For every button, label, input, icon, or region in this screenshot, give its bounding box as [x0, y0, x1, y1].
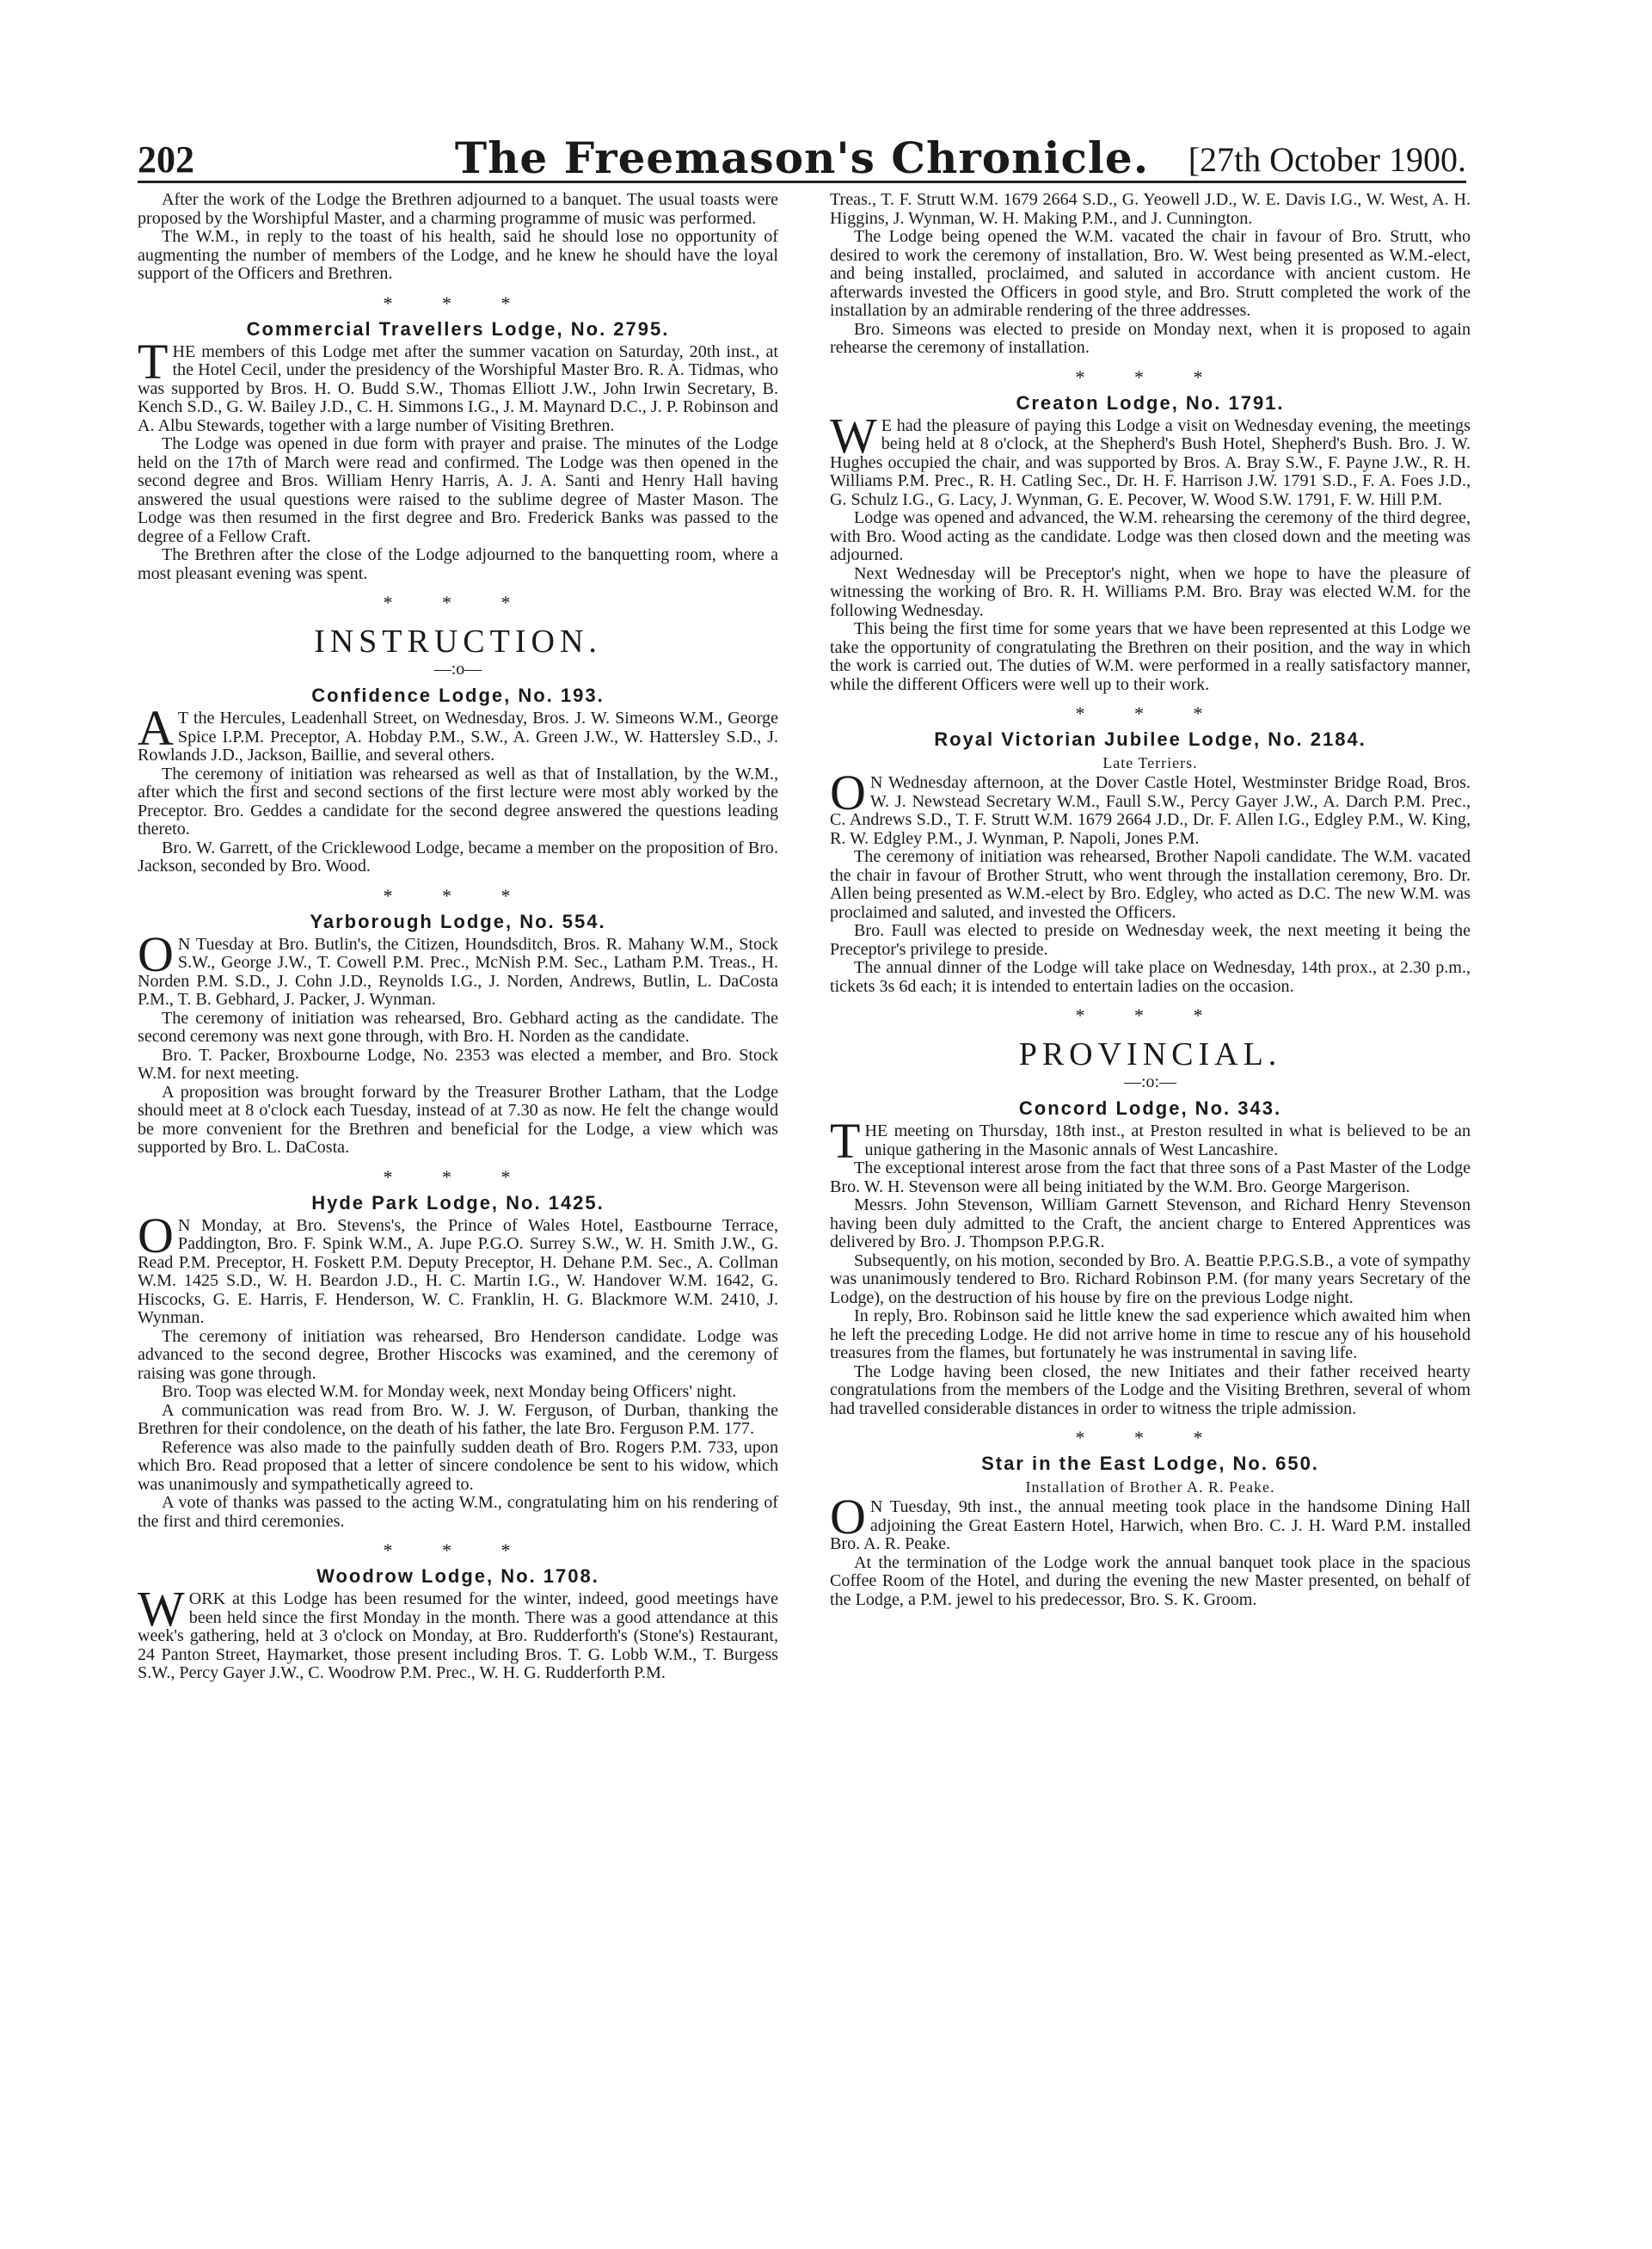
- article-heading: Woodrow Lodge, No. 1708.: [316, 1565, 599, 1587]
- paragraph: Bro. Simeons was elected to preside on Monday next, when it is proposed to again rehearse the ceremony of installation.: [830, 319, 1471, 357]
- drop-cap: O: [830, 765, 866, 820]
- lead-paragraph: W E had the pleasure of paying this Lodge a visit on Wednesday evening, the meetings being held at 8 o'clock, at the Shepherd's Bush Hotel, Shepherd's Bush. Bro. J. W. Hughes occupied the chair, and was supported by Bros. A. Bray S.W., F. Payne J.W., R. H. Williams P.M. Prec., R. H. Catling Sec., Dr. H. F. Harrison J.W. 1791 S.D., F. A. Foes J.D., G. Schulz I.G., G. Lacy, J. Wynman, G. E. Pecover, W. Wood S.W. 1791, F. W. Hill P.M.: [830, 407, 1471, 509]
- page-header: [138, 132, 1466, 183]
- article-heading: Yarborough Lodge, No. 554.: [310, 910, 606, 932]
- paragraph: After the work of the Lodge the Brethren adjourned to a banquet. The usual toasts were proposed by the Worshipful Master, and a charming programme of music was performed.: [138, 191, 778, 228]
- lead-paragraph: O N Tuesday, 9th inst., the annual meeting took place in the handsome Dining Hall adjoining the Great Eastern Hotel, Harwich, when Bro. C. J. H. Ward P.M. installed Bro. A. R. Peake.: [830, 1489, 1471, 1553]
- article-heading: Creaton Lodge, No. 1791.: [1016, 391, 1285, 414]
- paragraph: Bro. Faull was elected to preside on Wednesday week, the next meeting it being the Preceptor's privilege to preside.: [830, 921, 1471, 959]
- page-number: 202: [138, 138, 194, 181]
- header-rule: [138, 181, 1466, 183]
- lead-paragraph: O N Wednesday afternoon, at the Dover Castle Hotel, Westminster Bridge Road, Bros. W. J. Newstead Secretary W.M., Faull S.W., Percy Gayer J.W., A. Darch P.M. Prec., C. Andrews S.D., T. F. Strutt W.M. 1679 2664 J.D., Dr. F. Allen I.G., Edgley P.M., W. King, R. W. Edgley P.M., J. Wynman, P. Napoli, Jones P.M.: [830, 765, 1471, 848]
- article-heading: Confidence Lodge, No. 193.: [311, 685, 605, 706]
- lead-paragraph: O N Tuesday at Bro. Butlin's, the Citizen, Houndsditch, Bros. R. Mahany W.M., Stock S.W., George J.W., T. Cowell P.M. Prec., McNish P.M. Sec., Latham P.M. Treas., H. Norden P.M. S.D., J. Cohn J.D., Reynolds I.G., J. Norden, Andrews, Butlin, L. DaCosta P.M., T. B. Gebhard, J. Packer, J. Wynman.: [138, 925, 778, 1009]
- paragraph: Bro. Toop was elected W.M. for Monday week, next Monday being Officers' night.: [162, 1382, 737, 1401]
- paragraph: Bro. W. Garrett, of the Cricklewood Lodge, became a member on the proposition of Bro. Jackson, seconded by Bro. Wood.: [138, 838, 778, 876]
- article-heading: Royal Victorian Jubilee Lodge, No. 2184.: [934, 728, 1366, 750]
- drop-cap: T: [830, 1113, 861, 1169]
- paragraph: Subsequently, on his motion, seconded by Bro. A. Beattie P.P.G.S.B., a vote of sympathy was unanimously tendered to Bro. Richard Robinson P.M. (for many years Secretary of the Lodge), on the destruction of his house by fire on the previous Lodge night.: [830, 1250, 1471, 1307]
- masthead-title: The Freemason's Chronicle.: [454, 132, 1150, 183]
- paragraph: Reference was also made to the painfully sudden death of Bro. Rogers P.M. 733, upon which Bro. Read proposed that a letter of sincere condolence be sent to his widow, which was unanimously and sympathetically agreed to.: [138, 1437, 778, 1494]
- drop-cap: W: [830, 407, 877, 464]
- paragraph: The ceremony of initiation was rehearsed, Bro Henderson candidate. Lodge was advanced to the second degree, Brother Hiscocks was examined, and the ceremony of raising was gone through.: [138, 1326, 778, 1383]
- drop-cap: W: [138, 1581, 185, 1637]
- paragraph: The ceremony of initiation was rehearsed, Brother Napoli candidate. The W.M. vacated the chair in favour of Brother Strutt, who went through the installation ceremony, Bro. Dr. Allen being presented as W.M.-elect by Bro. Edgley, who acted as D.C. The new W.M. was proclaimed and saluted, and invested the Officers.: [830, 847, 1471, 922]
- article-heading: Star in the East Lodge, No. 650.: [981, 1453, 1319, 1474]
- paragraph: Lodge was opened and advanced, the W.M. rehearsing the ceremony of the third degree, with Bro. Wood acting as the candidate. Lodge was then closed down and the meeting was adjourned.: [830, 508, 1471, 564]
- paragraph: The ceremony of initiation was rehearsed, Bro. Gebhard acting as the candidate. The second ceremony was next gone through, with Bro. H. Norden as the candidate.: [138, 1008, 778, 1046]
- section-separator: * * *: [383, 884, 533, 906]
- paragraph: In reply, Bro. Robinson said he little knew the sad experience which awaited him when he left the preceding Lodge. He did not arrive home in time to rescue any of his household treasures from the flames, but fortunately he was instrumental in saving life.: [830, 1306, 1471, 1362]
- section-separator: * * *: [1075, 366, 1225, 388]
- section-separator: * * *: [383, 592, 533, 613]
- issue-date: [27th October 1900.: [1188, 140, 1466, 179]
- drop-cap: T: [138, 333, 169, 390]
- section-separator: * * *: [383, 1165, 533, 1188]
- lead-paragraph: O N Monday, at Bro. Stevens's, the Prince of Wales Hotel, Eastbourne Terrace, Paddington, Bro. F. Spink W.M., A. Jupe P.G.O. Surrey S.W., W. H. Smith J.W., G. Read P.M. Preceptor, H. Foskett P.M. Deputy Preceptor, H. Dehane P.M. Sec., A. Collman W.M. 1425 S.D., W. H. Beardon J.D., H. C. Martin I.G., W. Handover W.M. 1642, G. Hiscocks, G. E. Harris, F. Henderson, W. C. Franklin, H. G. Blackmore W.M. 2410, J. Wynman.: [138, 1207, 778, 1327]
- paragraph: The Lodge was opened in due form with prayer and praise. The minutes of the Lodge held on the 17th of March were read and confirmed. The Lodge was then opened in the second degree and Bros. William Henry Harris, A. J. A. Santi and Henry Hall having answered the usual questions were raised to the sublime degree of Master Mason. The Lodge was then resumed in the first degree and Bro. Frederick Banks was passed to the degree of a Fellow Craft.: [138, 434, 778, 546]
- article-subtitle: Late Terriers.: [1102, 754, 1198, 771]
- paragraph: A vote of thanks was passed to the acting W.M., congratulating him on his rendering of the first and third ceremonies.: [138, 1493, 778, 1531]
- paragraph: The W.M., in reply to the toast of his health, said he should lose no opportunity of augmenting the number of members of the Lodge, and he knew he should have the loyal support of the Officers and Brethren.: [138, 227, 778, 283]
- article-heading: Hyde Park Lodge, No. 1425.: [311, 1191, 605, 1214]
- article-subtitle: Installation of Brother A. R. Peake.: [1025, 1478, 1275, 1496]
- paragraph: This being the first time for some years that we have been represented at this Lodge we take the opportunity of congratulating the Brethren on their position, and the way in which the work is carried out. The duties of W.M. were performed in a really satisfactory manner, while the different Officers were well up to their work.: [830, 619, 1471, 694]
- section-separator: * * *: [1075, 1427, 1225, 1448]
- drop-cap: O: [138, 925, 174, 982]
- section-separator: * * *: [1075, 703, 1225, 724]
- article-heading: Commercial Travellers Lodge, No. 2795.: [246, 317, 670, 340]
- drop-cap: O: [830, 1489, 866, 1545]
- paragraph: Next Wednesday will be Preceptor's night, when we hope to have the pleasure of witnessing the working of Bro. R. H. Williams P.M. Bro. Bray was elected W.M. for the following Wednesday.: [830, 563, 1471, 620]
- paragraph: Bro. T. Packer, Broxbourne Lodge, No. 2353 was elected a member, and Bro. Stock W.M. for next meeting.: [138, 1045, 778, 1083]
- section-separator: * * *: [383, 1539, 533, 1561]
- section-title: PROVINCIAL.: [1018, 1036, 1282, 1072]
- paragraph: Treas., T. F. Strutt W.M. 1679 2664 S.D., G. Yeowell J.D., W. E. Davis I.G., W. West, A. H. Higgins, J. Wynman, W. H. Making P.M., and J. Cunnington.: [830, 191, 1471, 228]
- section-separator: * * *: [1075, 1005, 1225, 1026]
- paragraph: The annual dinner of the Lodge will take place on Wednesday, 14th prox., at 2.30 p.m., tickets 3s 6d each; it is intended to entertain ladies on the occasion.: [830, 958, 1471, 996]
- paragraph: The Lodge having been closed, the new Initiates and their father received hearty congratulations from the members of the Lodge and the Visiting Brethren, several of whom had travelled considerable distances in order to witness the triple admission.: [830, 1361, 1471, 1418]
- section-title: INSTRUCTION.: [314, 624, 602, 660]
- paragraph: The ceremony of initiation was rehearsed as well as that of Installation, by the W.M., after which the first and second sections of the first lecture were most ably worked by the Preceptor. Bro. Geddes a candidate for the second degree answered the questions leading thereto.: [138, 764, 778, 839]
- lead-paragraph: WORK at this Lodge has been resumed for the winter, indeed, good meetings have been held since the first Monday in the month. There was a good attendance at this week's gathering, held at 3 o'clock on Monday, at Bro. Rudderforth's (Stone's) Restaurant, 24 Panton Street, Haymarket, those present including Bros. T. G. Lobb W.M., T. Burgess S.W., Percy Gayer J.W., C. Woodrow P.M. Prec., W. H. G. Rudderforth P.M.: [138, 1581, 778, 1682]
- lead-paragraph: THE meeting on Thursday, 18th inst., at Preston resulted in what is believed to be an unique gathering in the Masonic annals of West Lancashire.: [830, 1113, 1471, 1169]
- paragraph: The Brethren after the close of the Lodge adjourned to the banquetting room, where a most pleasant evening was spent.: [138, 545, 778, 583]
- paragraph: Messrs. John Stevenson, William Garnett Stevenson, and Richard Henry Stevenson having been duly admitted to the Craft, the ancient charge to Entered Apprentices was delivered by Bro. J. Thompson P.P.G.R.: [830, 1195, 1471, 1251]
- left-column: [138, 191, 778, 2143]
- paragraph: A proposition was brought forward by the Treasurer Brother Latham, that the Lodge should meet at 8 o'clock each Tuesday, instead of at 7.30 as now. He felt the change would be more convenient for the Brethren and beneficial for the Lodge, a view which was supported by Bro. L. DaCosta.: [138, 1082, 778, 1157]
- paragraph: At the termination of the Lodge work the annual banquet took place in the spacious Coffee Room of the Hotel, and during the evening the new Master presented, on behalf of the Lodge, a P.M. jewel to his predecessor, Bro. S. K. Groom.: [830, 1552, 1471, 1609]
- article-heading: Concord Lodge, No. 343.: [1018, 1097, 1282, 1119]
- paragraph: The Lodge being opened the W.M. vacated the chair in favour of Bro. Strutt, who desired to work the ceremony of installation, Bro. W. West being presented as W.M.-elect, and being installed, proclaimed, and saluted in accordance with ancient custom. He afterwards invested the Officers in good style, and Bro. Strutt completed the work of the installation by an admirable rendering of the three addresses.: [830, 227, 1471, 320]
- paragraph: A communication was read from Bro. W. J. W. Ferguson, of Durban, thanking the Brethren for their condolence, on the death of his father, the late Bro. Ferguson P.M. 177.: [138, 1400, 778, 1438]
- section-separator: * * *: [383, 292, 533, 314]
- section-divider: —:o:—: [1123, 1072, 1177, 1091]
- drop-cap: O: [138, 1207, 174, 1263]
- paragraph: The exceptional interest arose from the fact that three sons of a Past Master of the Lodge Bro. W. H. Stevenson were all being initiated by the W.M. Bro. George Margerison.: [830, 1158, 1471, 1196]
- lead-paragraph: A T the Hercules, Leadenhall Street, on Wednesday, Bros. J. W. Simeons W.M., George Spice I.P.M. Preceptor, A. Hobday P.M., S.W., A. Green J.W., W. Hattersley S.D., J. Rowlands J.D., Jackson, Baillie, and several others.: [138, 700, 778, 765]
- drop-cap: A: [138, 700, 174, 756]
- lead-paragraph: THE members of this Lodge met after the summer vacation on Saturday, 20th inst., at the Hotel Cecil, under the presidency of the Worshipful Master Bro. R. A. Tidmas, who was supported by Bros. H. O. Budd S.W., Thomas Elliott J.W., John Irwin Secretary, B. Kench S.D., G. W. Bailey J.D., C. H. Simmons I.G., J. M. Maynard D.C., J. P. Robinson and A. Albu Stewards, together with a large number of Visiting Brethren.: [138, 333, 778, 435]
- section-divider: —:o—: [433, 660, 482, 679]
- right-column: [830, 191, 1471, 1739]
